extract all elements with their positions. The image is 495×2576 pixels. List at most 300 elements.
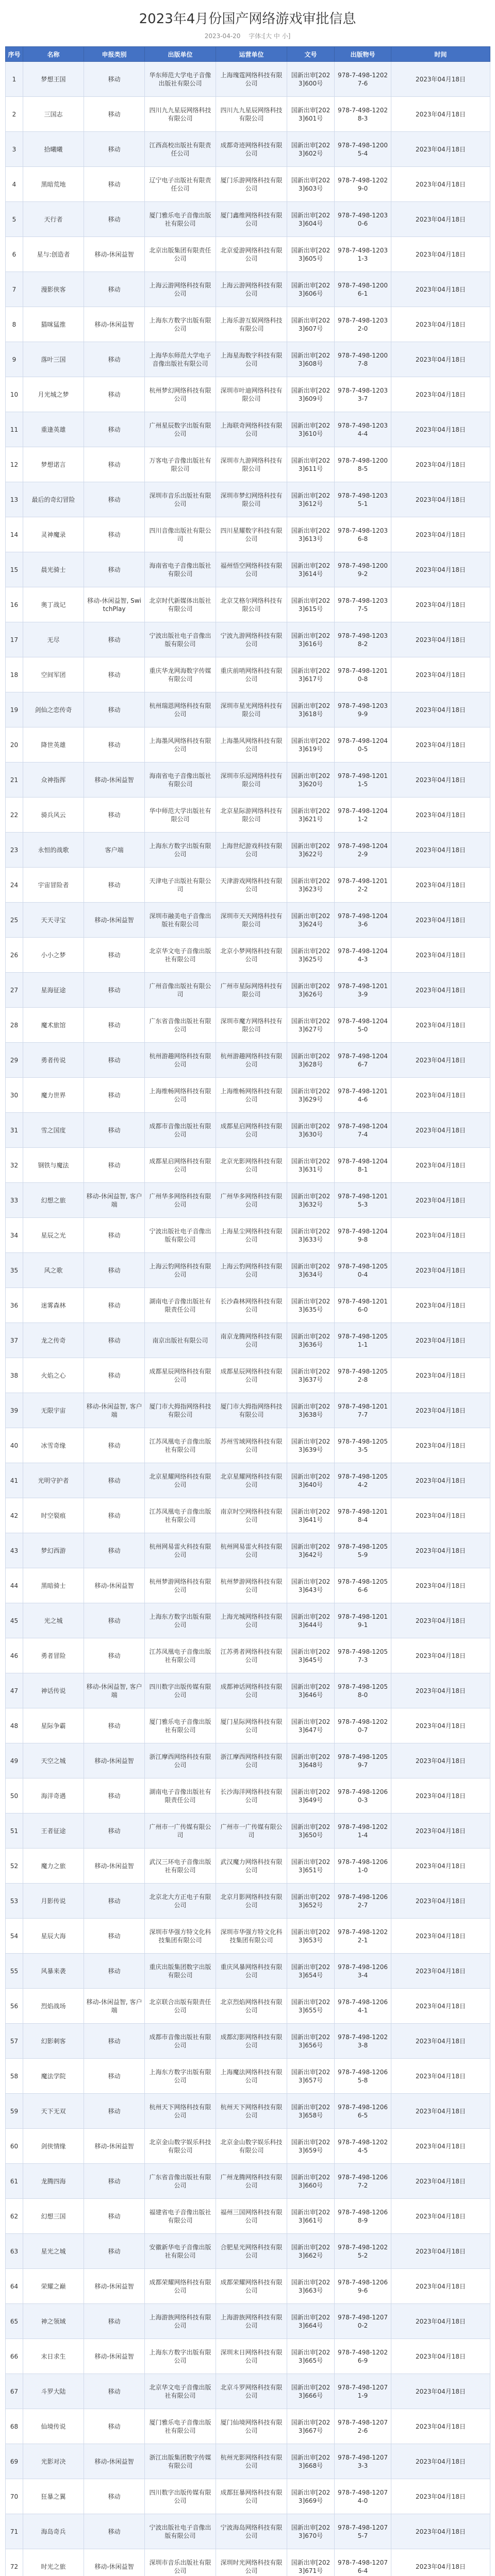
cell-index: 35 — [6, 1253, 23, 1288]
cell-publisher: 安徽新华电子音像出版社有限公司 — [145, 2234, 216, 2269]
cell-isbn: 978-7-498-12076-4 — [335, 2549, 391, 2576]
table-row — [6, 482, 490, 517]
cell-index: 11 — [6, 412, 23, 447]
cell-date: 2023年04月18日 — [391, 1568, 490, 1603]
header-col-isbn: 出版物号 — [335, 47, 391, 62]
cell-publisher: 广州星辰数字出版有限公司 — [145, 412, 216, 447]
cell-game-name: 梦想王国 — [23, 62, 84, 97]
cell-publisher: 上海游族网络科技有限公司 — [145, 2304, 216, 2339]
cell-operator: 北京星耀网络科技有限公司 — [216, 1463, 287, 1498]
cell-category: 移动 — [84, 798, 145, 833]
table-row — [6, 587, 490, 622]
cell-operator: 深圳市星光网络科技有限公司 — [216, 692, 287, 727]
cell-date: 2023年04月18日 — [391, 622, 490, 657]
cell-date: 2023年04月18日 — [391, 1603, 490, 1638]
cell-category: 移动-休闲益智 — [84, 762, 145, 798]
cell-isbn: 978-7-498-12074-0 — [335, 2479, 391, 2514]
cell-category: 移动 — [84, 552, 145, 587]
cell-index: 38 — [6, 1358, 23, 1393]
cell-index: 51 — [6, 1814, 23, 1849]
cell-publisher: 广州音像出版社有限公司 — [145, 973, 216, 1008]
cell-isbn: 978-7-498-12073-3 — [335, 2444, 391, 2479]
cell-index: 20 — [6, 727, 23, 762]
cell-publisher: 成都星启网络科技有限公司 — [145, 1148, 216, 1183]
cell-publisher: 厦门雅乐电子音像出版社有限公司 — [145, 2409, 216, 2444]
cell-category: 移动 — [84, 97, 145, 132]
cell-publisher: 江苏凤凰电子音像出版社有限公司 — [145, 1498, 216, 1533]
table-row — [6, 2164, 490, 2199]
cell-isbn: 978-7-498-12039-9 — [335, 692, 391, 727]
cell-category: 客户端 — [84, 833, 145, 868]
cell-approval-no: 国新出审[2023]656号 — [287, 2024, 335, 2059]
cell-game-name: 迷雾森林 — [23, 1288, 84, 1323]
cell-date: 2023年04月18日 — [391, 1954, 490, 1989]
table-row — [6, 1568, 490, 1603]
cell-index: 65 — [6, 2304, 23, 2339]
table-row — [6, 2059, 490, 2094]
cell-date: 2023年04月18日 — [391, 202, 490, 237]
cell-category: 移动 — [84, 202, 145, 237]
cell-approval-no: 国新出审[2023]617号 — [287, 657, 335, 692]
cell-date: 2023年04月18日 — [391, 2304, 490, 2339]
cell-category: 移动 — [84, 2479, 145, 2514]
cell-isbn: 978-7-498-12033-7 — [335, 377, 391, 412]
cell-isbn: 978-7-498-12009-2 — [335, 552, 391, 587]
cell-game-name: 时空裂痕 — [23, 1498, 84, 1533]
cell-publisher: 海南省电子音像出版社有限公司 — [145, 552, 216, 587]
cell-index: 49 — [6, 1743, 23, 1778]
cell-date: 2023年04月18日 — [391, 1148, 490, 1183]
cell-operator: 杭州天下网络科技有限公司 — [216, 2094, 287, 2129]
cell-operator: 广州龙腾网络科技有限公司 — [216, 2164, 287, 2199]
cell-operator: 成都幻影网络科技有限公司 — [216, 2024, 287, 2059]
cell-index: 18 — [6, 657, 23, 692]
cell-isbn: 978-7-498-12063-4 — [335, 1954, 391, 1989]
table-row — [6, 1463, 490, 1498]
cell-date: 2023年04月18日 — [391, 2339, 490, 2374]
table-body — [6, 62, 490, 2576]
cell-index: 48 — [6, 1708, 23, 1743]
cell-game-name: 小小之梦 — [23, 938, 84, 973]
cell-publisher: 四川数字出版传媒有限公司 — [145, 1673, 216, 1708]
cell-publisher: 万客电子音像出版社有限公司 — [145, 447, 216, 482]
cell-approval-no: 国新出审[2023]600号 — [287, 62, 335, 97]
cell-approval-no: 国新出审[2023]633号 — [287, 1218, 335, 1253]
cell-date: 2023年04月18日 — [391, 447, 490, 482]
cell-game-name: 漫影侠客 — [23, 272, 84, 307]
cell-date: 2023年04月18日 — [391, 938, 490, 973]
cell-publisher: 上海墨风网络科技有限公司 — [145, 727, 216, 762]
table-row — [6, 622, 490, 657]
cell-approval-no: 国新出审[2023]631号 — [287, 1148, 335, 1183]
cell-isbn: 978-7-498-12040-5 — [335, 727, 391, 762]
cell-date: 2023年04月18日 — [391, 1814, 490, 1849]
cell-category: 移动 — [84, 447, 145, 482]
table-row — [6, 1288, 490, 1323]
cell-publisher: 重庆出版集团数字出版有限公司 — [145, 1954, 216, 1989]
cell-publisher: 华中师范大学出版社有限公司 — [145, 798, 216, 833]
cell-operator: 宁波海岛网络科技有限公司 — [216, 2514, 287, 2549]
cell-index: 71 — [6, 2514, 23, 2549]
table-row — [6, 1183, 490, 1218]
cell-isbn: 978-7-498-12019-1 — [335, 1603, 391, 1638]
table-row — [6, 272, 490, 307]
cell-game-name: 光之城 — [23, 1603, 84, 1638]
cell-publisher: 北京联合出版有限责任公司 — [145, 1989, 216, 2024]
cell-category: 移动 — [84, 1814, 145, 1849]
cell-operator: 苏州雪域网络科技有限公司 — [216, 1428, 287, 1463]
cell-approval-no: 国新出审[2023]669号 — [287, 2479, 335, 2514]
cell-category: 移动-休闲益智 — [84, 2444, 145, 2479]
cell-date: 2023年04月18日 — [391, 868, 490, 903]
table-row — [6, 1708, 490, 1743]
cell-operator: 四川星耀数字科技有限公司 — [216, 517, 287, 552]
cell-game-name: 星海征途 — [23, 973, 84, 1008]
cell-date: 2023年04月18日 — [391, 1638, 490, 1673]
cell-approval-no: 国新出审[2023]671号 — [287, 2549, 335, 2576]
cell-isbn: 978-7-498-12075-7 — [335, 2514, 391, 2549]
cell-approval-no: 国新出审[2023]601号 — [287, 97, 335, 132]
cell-isbn: 978-7-498-12060-3 — [335, 1778, 391, 1814]
cell-game-name: 勇者冒险 — [23, 1638, 84, 1673]
cell-category: 移动 — [84, 1113, 145, 1148]
cell-index: 62 — [6, 2199, 23, 2234]
cell-date: 2023年04月18日 — [391, 1218, 490, 1253]
cell-publisher: 北京时代新媒体出版社有限公司 — [145, 587, 216, 622]
cell-index: 32 — [6, 1148, 23, 1183]
cell-date: 2023年04月18日 — [391, 2129, 490, 2164]
cell-isbn: 978-7-498-12065-8 — [335, 2059, 391, 2094]
cell-approval-no: 国新出审[2023]629号 — [287, 1078, 335, 1113]
cell-isbn: 978-7-498-12018-4 — [335, 1498, 391, 1533]
cell-operator: 北京烈焰网络科技有限公司 — [216, 1989, 287, 2024]
cell-category: 移动 — [84, 1218, 145, 1253]
cell-index: 4 — [6, 167, 23, 202]
cell-game-name: 火焰之心 — [23, 1358, 84, 1393]
cell-game-name: 狂暴之翼 — [23, 2479, 84, 2514]
cell-isbn: 978-7-498-12054-2 — [335, 1463, 391, 1498]
cell-index: 1 — [6, 62, 23, 97]
cell-date: 2023年04月18日 — [391, 1288, 490, 1323]
cell-operator: 上海维畅网络科技有限公司 — [216, 1078, 287, 1113]
cell-date: 2023年04月18日 — [391, 1673, 490, 1708]
table-row — [6, 1253, 490, 1288]
cell-approval-no: 国新出审[2023]630号 — [287, 1113, 335, 1148]
cell-operator: 上海魔法网络科技有限公司 — [216, 2059, 287, 2094]
cell-game-name: 幻想三国 — [23, 2199, 84, 2234]
cell-approval-no: 国新出审[2023]608号 — [287, 342, 335, 377]
cell-approval-no: 国新出审[2023]622号 — [287, 833, 335, 868]
cell-approval-no: 国新出审[2023]639号 — [287, 1428, 335, 1463]
cell-publisher: 江西高校出版社有限责任公司 — [145, 132, 216, 167]
cell-index: 22 — [6, 798, 23, 833]
cell-date: 2023年04月18日 — [391, 1253, 490, 1288]
cell-category: 移动 — [84, 482, 145, 517]
cell-date: 2023年04月18日 — [391, 237, 490, 272]
table-row — [6, 1393, 490, 1428]
cell-publisher: 宁波出版社电子音像出版有限公司 — [145, 2514, 216, 2549]
table-row — [6, 2094, 490, 2129]
cell-approval-no: 国新出审[2023]606号 — [287, 272, 335, 307]
table-row — [6, 132, 490, 167]
cell-category: 移动 — [84, 692, 145, 727]
cell-publisher: 华东师范大学电子音像出版社有限公司 — [145, 62, 216, 97]
cell-index: 30 — [6, 1078, 23, 1113]
cell-approval-no: 国新出审[2023]658号 — [287, 2094, 335, 2129]
cell-approval-no: 国新出审[2023]621号 — [287, 798, 335, 833]
cell-operator: 上海云豹网络科技有限公司 — [216, 1253, 287, 1288]
cell-isbn: 978-7-498-12057-3 — [335, 1638, 391, 1673]
cell-index: 69 — [6, 2444, 23, 2479]
cell-category: 移动 — [84, 517, 145, 552]
table-row — [6, 2479, 490, 2514]
cell-index: 29 — [6, 1043, 23, 1078]
cell-game-name: 星辰大海 — [23, 1919, 84, 1954]
cell-category: 移动-休闲益智 — [84, 2549, 145, 2576]
cell-category: 移动 — [84, 1008, 145, 1043]
cell-date: 2023年04月18日 — [391, 517, 490, 552]
cell-category: 移动-休闲益智 — [84, 307, 145, 342]
table-row — [6, 2024, 490, 2059]
cell-index: 53 — [6, 1884, 23, 1919]
cell-isbn: 978-7-498-12020-7 — [335, 1708, 391, 1743]
cell-category: 移动 — [84, 2514, 145, 2549]
cell-publisher: 四川音像出版社有限公司 — [145, 517, 216, 552]
cell-publisher: 湖南电子音像出版社有限责任公司 — [145, 1778, 216, 1814]
cell-game-name: 神话传说 — [23, 1673, 84, 1708]
table-row — [6, 1919, 490, 1954]
cell-publisher: 厦门市大拇指网络科技有限公司 — [145, 1393, 216, 1428]
cell-game-name: 天下无双 — [23, 2094, 84, 2129]
cell-index: 23 — [6, 833, 23, 868]
cell-category: 移动 — [84, 62, 145, 97]
cell-game-name: 晨光骑士 — [23, 552, 84, 587]
table-row — [6, 2549, 490, 2576]
cell-game-name: 神之领域 — [23, 2304, 84, 2339]
cell-operator: 南京龙腾网络科技有限公司 — [216, 1323, 287, 1358]
cell-operator: 北京小梦网络科技有限公司 — [216, 938, 287, 973]
table-row — [6, 2234, 490, 2269]
cell-operator: 上海游族网络科技有限公司 — [216, 2304, 287, 2339]
cell-isbn: 978-7-498-12049-8 — [335, 1218, 391, 1253]
cell-operator: 宁波九游网络科技有限公司 — [216, 622, 287, 657]
cell-publisher: 辽宁电子出版社有限责任公司 — [145, 167, 216, 202]
cell-isbn: 978-7-498-12007-8 — [335, 342, 391, 377]
cell-isbn: 978-7-498-12014-6 — [335, 1078, 391, 1113]
cell-category: 移动 — [84, 1778, 145, 1814]
cell-publisher: 江苏凤凰电子音像出版社有限公司 — [145, 1428, 216, 1463]
cell-category: 移动 — [84, 1603, 145, 1638]
cell-isbn: 978-7-498-12006-1 — [335, 272, 391, 307]
table-row — [6, 2304, 490, 2339]
cell-publisher: 重庆华龙网海数字传媒有限公司 — [145, 657, 216, 692]
table-row — [6, 833, 490, 868]
cell-date: 2023年04月18日 — [391, 1043, 490, 1078]
cell-operator: 北京光影网络科技有限公司 — [216, 1148, 287, 1183]
cell-isbn: 978-7-498-12032-0 — [335, 307, 391, 342]
cell-category: 移动 — [84, 1954, 145, 1989]
cell-date: 2023年04月18日 — [391, 1113, 490, 1148]
cell-operator: 成都神话网络科技有限公司 — [216, 1673, 287, 1708]
cell-operator: 北京金山数字娱乐科技有限公司 — [216, 2129, 287, 2164]
cell-operator: 重庆前哨网络科技有限公司 — [216, 657, 287, 692]
cell-approval-no: 国新出审[2023]653号 — [287, 1919, 335, 1954]
cell-index: 2 — [6, 97, 23, 132]
cell-index: 63 — [6, 2234, 23, 2269]
cell-index: 56 — [6, 1989, 23, 2024]
cell-operator: 北京斗罗网络科技有限公司 — [216, 2374, 287, 2409]
table-row — [6, 1533, 490, 1568]
cell-publisher: 广东省音像出版社有限公司 — [145, 1008, 216, 1043]
cell-operator: 四川九九星辰网络科技有限公司 — [216, 97, 287, 132]
cell-isbn: 978-7-498-12048-1 — [335, 1148, 391, 1183]
cell-index: 19 — [6, 692, 23, 727]
table-row — [6, 2409, 490, 2444]
cell-approval-no: 国新出审[2023]610号 — [287, 412, 335, 447]
cell-isbn: 978-7-498-12047-4 — [335, 1113, 391, 1148]
cell-isbn: 978-7-498-12015-3 — [335, 1183, 391, 1218]
cell-game-name: 星辰之光 — [23, 1218, 84, 1253]
cell-operator: 深圳市魔方网络科技有限公司 — [216, 1008, 287, 1043]
cell-category: 移动-休闲益智, 客户端 — [84, 1393, 145, 1428]
cell-isbn: 978-7-498-12034-4 — [335, 412, 391, 447]
cell-isbn: 978-7-498-12010-8 — [335, 657, 391, 692]
cell-game-name: 剑仙之恋传奇 — [23, 692, 84, 727]
header-col-publisher: 出版单位 — [145, 47, 216, 62]
table-row — [6, 517, 490, 552]
cell-game-name: 剑侠情缘 — [23, 2129, 84, 2164]
cell-game-name: 勇者传说 — [23, 1043, 84, 1078]
header-col-index: 序号 — [6, 47, 23, 62]
cell-approval-no: 国新出审[2023]635号 — [287, 1288, 335, 1323]
cell-isbn: 978-7-498-12066-5 — [335, 2094, 391, 2129]
cell-approval-no: 国新出审[2023]632号 — [287, 1183, 335, 1218]
cell-date: 2023年04月18日 — [391, 482, 490, 517]
cell-isbn: 978-7-498-12013-9 — [335, 973, 391, 1008]
cell-index: 57 — [6, 2024, 23, 2059]
cell-approval-no: 国新出审[2023]660号 — [287, 2164, 335, 2199]
cell-index: 54 — [6, 1919, 23, 1954]
cell-index: 42 — [6, 1498, 23, 1533]
cell-isbn: 978-7-498-12053-5 — [335, 1428, 391, 1463]
cell-approval-no: 国新出审[2023]670号 — [287, 2514, 335, 2549]
cell-index: 66 — [6, 2339, 23, 2374]
cell-operator: 北京爱游网络科技有限公司 — [216, 237, 287, 272]
cell-publisher: 厦门雅乐电子音像出版社有限公司 — [145, 202, 216, 237]
cell-index: 12 — [6, 447, 23, 482]
cell-publisher: 杭州瑞恩网络科技有限公司 — [145, 692, 216, 727]
cell-operator: 浙江摩西网络科技有限公司 — [216, 1743, 287, 1778]
cell-date: 2023年04月18日 — [391, 552, 490, 587]
cell-date: 2023年04月18日 — [391, 2199, 490, 2234]
cell-approval-no: 国新出审[2023]661号 — [287, 2199, 335, 2234]
cell-index: 47 — [6, 1673, 23, 1708]
cell-index: 27 — [6, 973, 23, 1008]
cell-category: 移动 — [84, 1323, 145, 1358]
cell-approval-no: 国新出审[2023]641号 — [287, 1498, 335, 1533]
cell-operator: 福州悟空网络科技有限公司 — [216, 552, 287, 587]
cell-date: 2023年04月18日 — [391, 2409, 490, 2444]
cell-date: 2023年04月18日 — [391, 1778, 490, 1814]
cell-date: 2023年04月18日 — [391, 377, 490, 412]
table-row — [6, 903, 490, 938]
cell-game-name: 仙境传说 — [23, 2409, 84, 2444]
table-row — [6, 1638, 490, 1673]
cell-game-name: 梦想诺言 — [23, 447, 84, 482]
cell-category: 移动-休闲益智 — [84, 2339, 145, 2374]
cell-index: 39 — [6, 1393, 23, 1428]
cell-operator: 深圳市天天网络科技有限公司 — [216, 903, 287, 938]
cell-publisher: 北京星耀网络科技有限公司 — [145, 1463, 216, 1498]
cell-index: 28 — [6, 1008, 23, 1043]
cell-index: 58 — [6, 2059, 23, 2094]
cell-game-name: 幻影刺客 — [23, 2024, 84, 2059]
table-row — [6, 762, 490, 798]
cell-date: 2023年04月18日 — [391, 1884, 490, 1919]
cell-index: 21 — [6, 762, 23, 798]
table-row — [6, 727, 490, 762]
cell-game-name: 冰雪奇缘 — [23, 1428, 84, 1463]
table-header — [6, 47, 490, 62]
cell-publisher: 宁波出版社电子音像出版有限公司 — [145, 622, 216, 657]
cell-operator: 深圳市梦幻网络科技有限公司 — [216, 482, 287, 517]
cell-category: 移动 — [84, 973, 145, 1008]
table-row — [6, 167, 490, 202]
cell-publisher: 上海华东师范大学电子音像出版社有限公司 — [145, 342, 216, 377]
cell-operator: 成都狂暴网络科技有限公司 — [216, 2479, 287, 2514]
cell-approval-no: 国新出审[2023]611号 — [287, 447, 335, 482]
cell-operator: 厦门仙境网络科技有限公司 — [216, 2409, 287, 2444]
cell-category: 移动-休闲益智 — [84, 1568, 145, 1603]
header-col-operator: 运营单位 — [216, 47, 287, 62]
cell-game-name: 月影传说 — [23, 1884, 84, 1919]
cell-date: 2023年04月18日 — [391, 2024, 490, 2059]
cell-category: 移动-休闲益智 — [84, 237, 145, 272]
cell-index: 9 — [6, 342, 23, 377]
cell-approval-no: 国新出审[2023]620号 — [287, 762, 335, 798]
cell-approval-no: 国新出审[2023]624号 — [287, 903, 335, 938]
table-row — [6, 1148, 490, 1183]
cell-game-name: 众神指挥 — [23, 762, 84, 798]
cell-date: 2023年04月18日 — [391, 412, 490, 447]
cell-date: 2023年04月18日 — [391, 2059, 490, 2094]
cell-approval-no: 国新出审[2023]642号 — [287, 1533, 335, 1568]
cell-isbn: 978-7-498-12016-0 — [335, 1288, 391, 1323]
cell-publisher: 上海东方数字出版有限公司 — [145, 307, 216, 342]
cell-index: 7 — [6, 272, 23, 307]
cell-game-name: 海洋奇遇 — [23, 1778, 84, 1814]
cell-category: 移动 — [84, 868, 145, 903]
cell-date: 2023年04月18日 — [391, 132, 490, 167]
cell-approval-no: 国新出审[2023]663号 — [287, 2269, 335, 2304]
cell-isbn: 978-7-498-12005-4 — [335, 132, 391, 167]
cell-game-name: 魔力之旅 — [23, 1849, 84, 1884]
cell-category: 移动 — [84, 1043, 145, 1078]
font-size-switch[interactable]: 字体:[大 中 小] — [249, 32, 291, 40]
cell-publisher: 上海东方数字出版有限公司 — [145, 2339, 216, 2374]
cell-isbn: 978-7-498-12025-2 — [335, 2234, 391, 2269]
cell-game-name: 荣耀之巅 — [23, 2269, 84, 2304]
cell-date: 2023年04月18日 — [391, 1008, 490, 1043]
table-row — [6, 2444, 490, 2479]
cell-game-name: 魔术旅馆 — [23, 1008, 84, 1043]
cell-publisher: 杭州游趣网络科技有限公司 — [145, 1043, 216, 1078]
cell-approval-no: 国新出审[2023]636号 — [287, 1323, 335, 1358]
table-row — [6, 657, 490, 692]
cell-game-name: 猫咪猛推 — [23, 307, 84, 342]
cell-publisher: 杭州天下网络科技有限公司 — [145, 2094, 216, 2129]
table-row — [6, 1743, 490, 1778]
